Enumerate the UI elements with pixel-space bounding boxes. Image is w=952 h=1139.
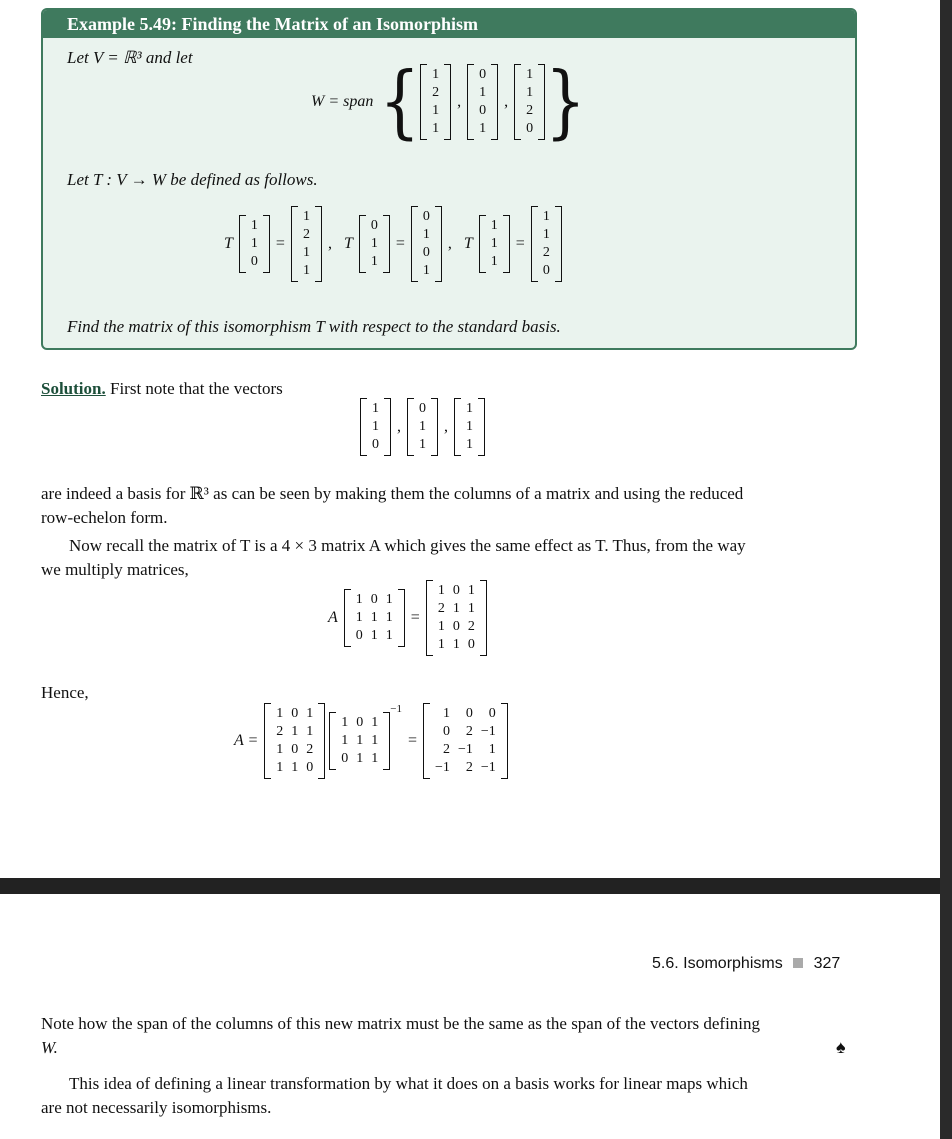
solution-heading: Solution. <box>41 379 106 398</box>
t-output-3: 1 1 2 0 <box>531 206 562 282</box>
para2-line1: Now recall the matrix of T is a 4 × 3 matrix A which gives the same effect as T. Thus, from the way <box>69 536 746 555</box>
example-title: Example 5.49: Finding the Matrix of an Isomorphism <box>43 10 855 38</box>
basis-vector-3: 1 1 1 <box>454 398 485 456</box>
t-input-3: 1 1 1 <box>479 215 510 273</box>
matrix-3x3-inverse: 1 1 0 0 1 1 1 1 1 <box>329 712 390 770</box>
basis-vectors: 1 1 0 , 0 1 1 , 1 1 1 <box>360 398 485 456</box>
w-vector-1: 1 2 1 1 <box>420 64 451 140</box>
basis-vector-1: 1 1 0 <box>360 398 391 456</box>
w-label: W = span <box>311 93 374 110</box>
example-question: Find the matrix of this isomorphism T with respect to the standard basis. <box>67 317 561 336</box>
t-output-1: 1 2 1 1 <box>291 206 322 282</box>
running-header <box>652 955 840 973</box>
para1-line1: are indeed a basis for ℝ³ as can be seen by making them the columns of a matrix and using the reduced <box>41 484 744 503</box>
t-output-2: 0 1 0 1 <box>411 206 442 282</box>
example-line2: Let T : V → W be defined as follows. <box>67 170 318 189</box>
section-title: 5.6. Isomorphisms <box>652 955 783 972</box>
matrix-3x3: 1 1 0 0 1 1 1 1 1 <box>344 589 405 647</box>
end-of-solution-icon: ♠ <box>836 1037 846 1057</box>
inverse-exponent: −1 <box>390 703 402 715</box>
closing-line1: This idea of defining a linear transformation by what it does on a basis works for linear maps which <box>69 1074 748 1093</box>
closing-line2: are not necessarily isomorphisms. <box>41 1098 272 1117</box>
result-matrix: 1 0 2 −1 0 2 −1 2 0 −1 1 −1 <box>423 703 508 779</box>
note-line2: W. <box>41 1038 58 1057</box>
header-separator <box>793 958 803 968</box>
note-line1: Note how the span of the columns of this new matrix must be the same as the span of the vectors defining <box>41 1014 761 1033</box>
w-span-equation: W = span { 1 2 1 1 , 0 1 0 1 , 1 1 2 0 } <box>305 64 586 140</box>
equation-1: A 1 1 0 0 1 1 1 1 1 = 1 2 1 1 0 1 0 1 1 1 2 0 <box>322 580 487 656</box>
equation-2: A = 1 2 1 1 0 1 0 1 1 1 2 0 1 1 0 0 1 1 1 1 1 $^{-1}$ = 1 0 2 −1 0 2 −1 2 0 −1 1 −1 <box>228 703 508 779</box>
page-number: 327 <box>813 955 841 972</box>
matrix-4x3: 1 2 1 1 0 1 0 1 1 1 2 0 <box>426 580 487 656</box>
t-input-1: 1 1 0 <box>239 215 270 273</box>
t-input-2: 0 1 1 <box>359 215 390 273</box>
page-gap <box>0 878 952 894</box>
basis-vector-2: 0 1 1 <box>407 398 438 456</box>
example-line1: Let V = ℝ³ and let <box>67 48 193 67</box>
solution-intro: First note that the vectors <box>109 379 283 398</box>
hence-label: Hence, <box>41 683 89 702</box>
viewer-edge <box>940 0 952 1139</box>
w-vector-3: 1 1 2 0 <box>514 64 545 140</box>
t-definition: T 1 1 0 = 1 2 1 1 , T 0 1 1 = 0 1 0 1 , T 1 1 1 = 1 1 2 0 <box>218 206 562 282</box>
w-vector-2: 0 1 0 1 <box>467 64 498 140</box>
para2-line2: we multiply matrices, <box>41 560 189 579</box>
matrix-4x3-again: 1 2 1 1 0 1 0 1 1 1 2 0 <box>264 703 325 779</box>
para1-line2: row-echelon form. <box>41 508 168 527</box>
solution-line <box>41 379 283 399</box>
example-box <box>41 8 857 350</box>
